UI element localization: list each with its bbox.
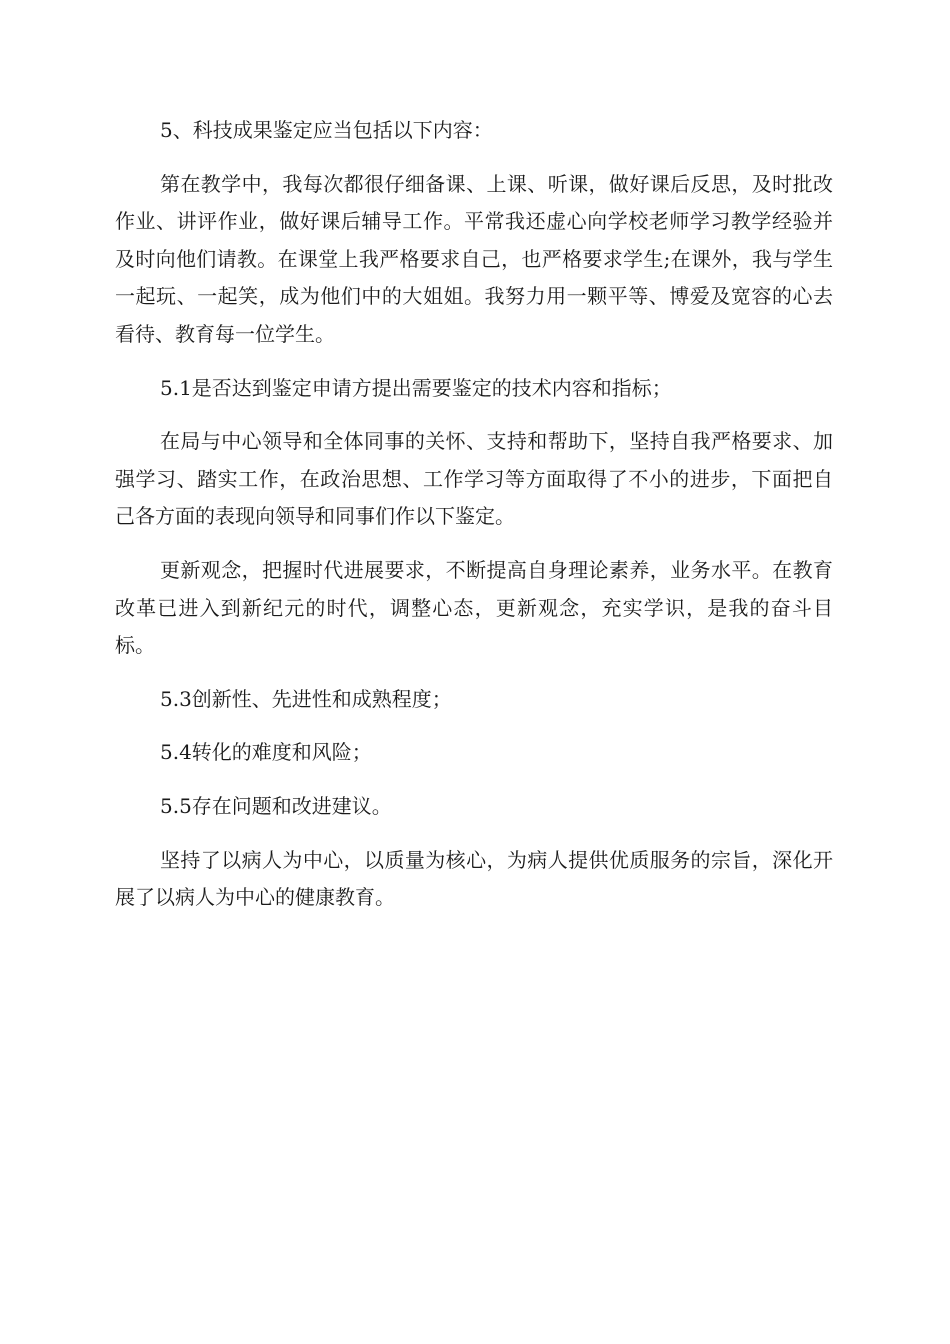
paragraph-teaching: 第在教学中，我每次都很仔细备课、上课、听课，做好课后反思，及时批改作业、讲评作业，做好课后辅导工作。平常我还虚心向学校老师学习教学经验并及时向他们请教。在课堂上我严格要求自己，也严格要求学生;在课外，我与学生一起玩、一起笑，成为他们中的大姐姐。我努力用一颗平等、博爱及宽容的心去看待、教育每一位学生。: [115, 171, 833, 346]
paragraph-patient-centered: 坚持了以病人为中心，以质量为核心，为病人提供优质服务的宗旨，深化开展了以病人为中心的健康教育。: [115, 847, 833, 910]
paragraph-section-5-4: 5.4转化的难度和风险；: [160, 740, 372, 765]
paragraph-leadership: 在局与中心领导和全体同事的关怀、支持和帮助下，坚持自我严格要求、加强学习、踏实工作，在政治思想、工作学习等方面取得了不小的进步，下面把自己各方面的表现向领导和同事们作以下鉴定。: [115, 429, 833, 529]
paragraph-section-5-heading: 5、科技成果鉴定应当包括以下内容：: [160, 118, 493, 142]
paragraph-section-5-5: 5.5存在问题和改进建议。: [160, 793, 392, 818]
paragraph-section-5-3: 5.3创新性、先进性和成熟程度；: [160, 686, 452, 711]
paragraph-section-5-1: 5.1是否达到鉴定申请方提出需要鉴定的技术内容和指标；: [160, 375, 672, 400]
paragraph-update-concepts: 更新观念，把握时代进展要求，不断提高自身理论素养，业务水平。在教育改革已进入到新纪元的时代，调整心态，更新观念，充实学识，是我的奋斗目标。: [115, 557, 833, 658]
document-body: [115, 112, 833, 933]
